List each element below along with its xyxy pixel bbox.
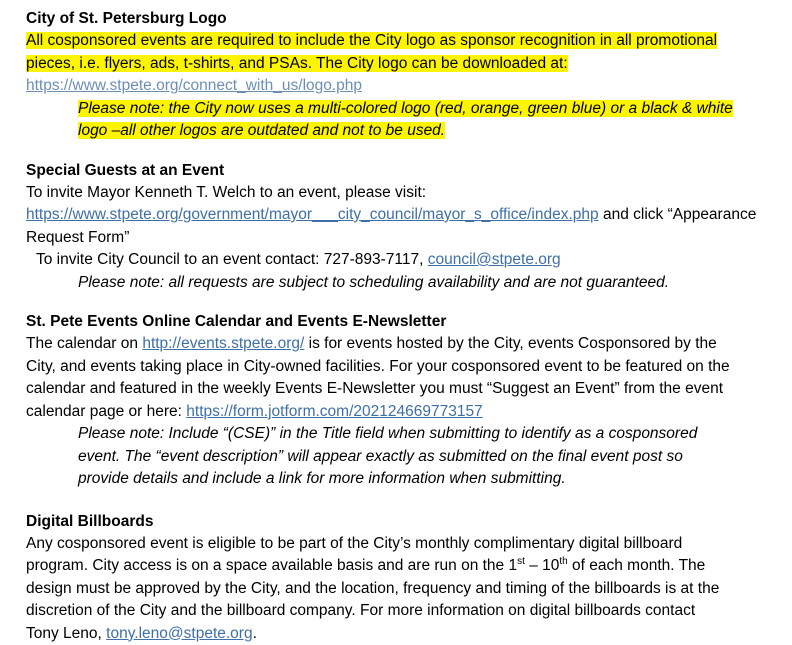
ordinal-suffix: st	[517, 556, 525, 567]
paragraph-line: discretion of the City and the billboard company. For more information on digital billboards contact	[26, 602, 695, 619]
suggest-event-form-link[interactable]: https://form.jotform.com/202124669773157	[186, 403, 482, 420]
note-line: event. The “event description” will appear exactly as submitted on the final event post so	[78, 448, 683, 465]
paragraph-line: design must be approved by the City, and the location, frequency and timing of the billboards is at the	[26, 580, 719, 597]
note-paragraph: Please note: all requests are subject to scheduling availability and are not guaranteed.	[26, 272, 766, 295]
council-paragraph	[26, 249, 766, 272]
note-paragraph	[26, 423, 766, 491]
section-heading: St. Pete Events Online Calendar and Events E-Newsletter	[26, 311, 766, 332]
paragraph-line: Request Form”	[26, 229, 129, 246]
ordinal-suffix: th	[559, 556, 567, 567]
paragraph-line: .	[253, 625, 257, 642]
paragraph-line: To invite Mayor Kenneth T. Welch to an event, please visit:	[26, 184, 426, 201]
mayor-office-link[interactable]: https://www.stpete.org/government/mayor___city_council/mayor_s_office/index.php	[26, 206, 599, 223]
paragraph-line: and click “Appearance	[599, 206, 757, 223]
paragraph-line: To invite City Council to an event contact: 727-893-7117,	[36, 251, 428, 268]
logo-download-link[interactable]: https://www.stpete.org/connect_with_us/logo.php	[26, 77, 362, 94]
highlighted-text: logo –all other logos are outdated and not to be used.	[78, 122, 445, 139]
paragraph-line: – 10	[525, 557, 559, 574]
section-heading: Digital Billboards	[26, 511, 766, 532]
section-heading: Special Guests at an Event	[26, 160, 766, 181]
spacer	[26, 491, 766, 511]
note-line: Please note: Include “(CSE)” in the Title field when submitting to identify as a cosponsored	[78, 425, 697, 442]
note-paragraph	[26, 98, 766, 143]
highlighted-text: All cosponsored events are required to include the City logo as sponsor recognition in all promotional	[26, 32, 717, 49]
paragraph-line: of each month. The	[568, 557, 706, 574]
tony-leno-email-link[interactable]: tony.leno@stpete.org	[106, 625, 252, 642]
spacer	[26, 294, 766, 311]
paragraph-line: The calendar on	[26, 335, 142, 352]
section-heading: City of St. Petersburg Logo	[26, 8, 766, 29]
paragraph-line: is for events hosted by the City, events Cosponsored by the	[304, 335, 716, 352]
highlighted-text: pieces, i.e. flyers, ads, t-shirts, and PSAs. The City logo can be downloaded at:	[26, 55, 568, 72]
paragraph	[26, 533, 766, 645]
highlighted-text: Please note: the City now uses a multi-colored logo (red, orange, green blue) or a black & white	[78, 100, 733, 117]
section-events-calendar	[26, 311, 766, 491]
paragraph-line: calendar and featured in the weekly Events E-Newsletter you must “Suggest an Event” from the event	[26, 380, 723, 397]
paragraph-line: Tony Leno,	[26, 625, 106, 642]
spacer	[26, 143, 766, 160]
section-special-guests	[26, 160, 766, 295]
section-city-logo	[26, 8, 766, 143]
events-calendar-link[interactable]: http://events.stpete.org/	[142, 335, 304, 352]
council-email-link[interactable]: council@stpete.org	[428, 251, 561, 268]
paragraph	[26, 30, 766, 98]
section-digital-billboards	[26, 511, 766, 645]
paragraph-line: Any cosponsored event is eligible to be part of the City’s monthly complimentary digital billboard	[26, 535, 682, 552]
paragraph	[26, 182, 766, 250]
paragraph-line: City, and events taking place in City-owned facilities. For your cosponsored event to be featured on the	[26, 358, 730, 375]
paragraph-line: program. City access is on a space available basis and are run on the 1	[26, 557, 517, 574]
paragraph	[26, 333, 766, 423]
note-line: provide details and include a link for more information when submitting.	[78, 470, 566, 487]
paragraph-line: calendar page or here:	[26, 403, 186, 420]
